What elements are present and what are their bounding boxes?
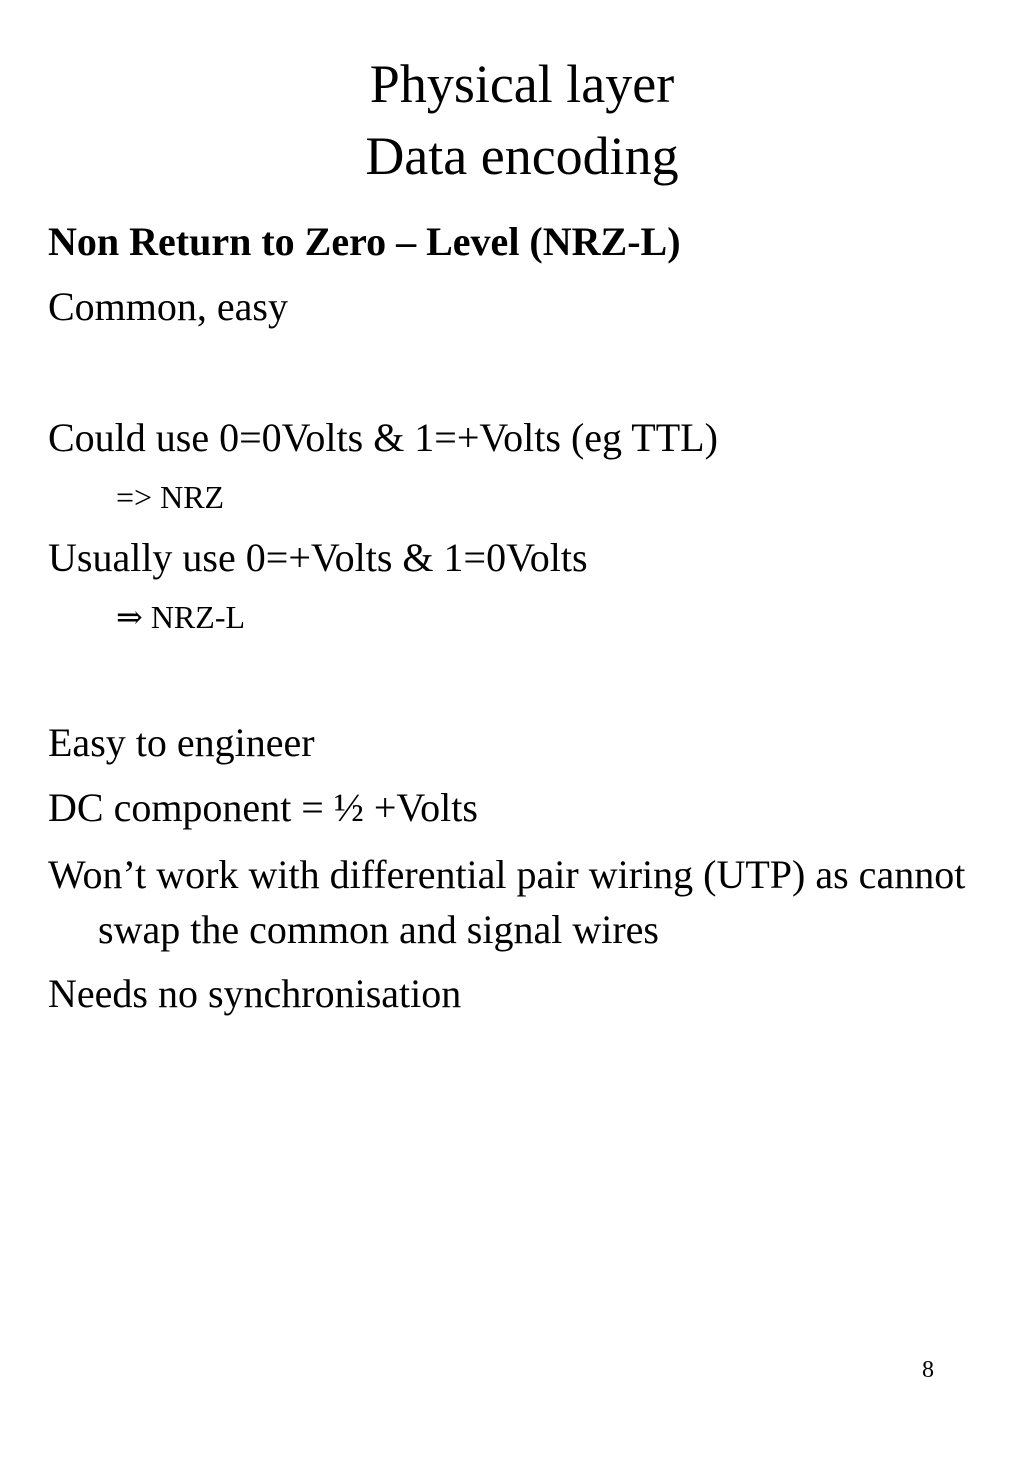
bullet-usually-use: Usually use 0=+Volts & 1=0Volts — [48, 535, 588, 580]
bullet-dc-component: DC component = ½ +Volts — [48, 785, 478, 830]
title-line-2: Data encoding — [365, 126, 679, 186]
bullet-easy: Easy to engineer — [48, 720, 315, 765]
sub-bullet-nrz-l: ⇒ NRZ-L — [116, 599, 246, 635]
bullet-synchronisation: Needs no synchronisation — [48, 971, 462, 1016]
bullet-could-use: Could use 0=0Volts & 1=+Volts (eg TTL) — [48, 415, 718, 460]
slide-title — [0, 48, 1024, 192]
sub-bullet-nrz: => NRZ — [116, 479, 225, 515]
section-heading: Non Return to Zero – Level (NRZ-L) — [48, 219, 681, 264]
bullet-common: Common, easy — [48, 284, 288, 329]
title-line-1: Physical layer — [369, 54, 675, 114]
page-number: 8 — [922, 1357, 934, 1383]
bullet-wont-work: Won’t work with differential pair wiring (UTP) as cannot swap the common and signal wires — [48, 852, 966, 952]
